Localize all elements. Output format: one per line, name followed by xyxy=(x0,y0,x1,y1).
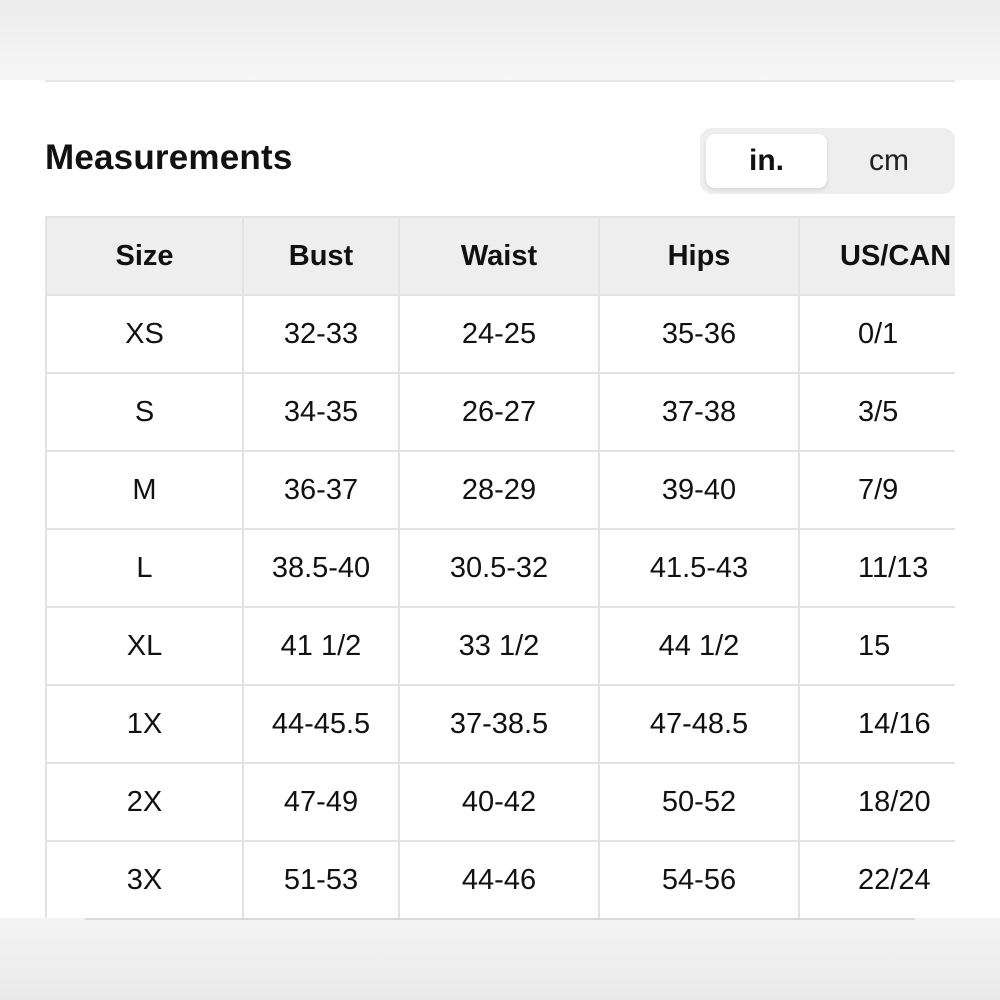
cell-us-can: 14/16 xyxy=(799,685,955,763)
cell-bust: 47-49 xyxy=(243,763,399,841)
table-header-row xyxy=(46,217,955,295)
table-row xyxy=(46,451,955,529)
table-row xyxy=(46,607,955,685)
cell-waist: 26-27 xyxy=(399,373,599,451)
size-table-scroll[interactable] xyxy=(45,216,955,918)
table-row xyxy=(46,763,955,841)
cell-waist: 33 1/2 xyxy=(399,607,599,685)
cell-us-can: 7/9 xyxy=(799,451,955,529)
cell-hips: 50-52 xyxy=(599,763,799,841)
cell-waist: 30.5-32 xyxy=(399,529,599,607)
cell-hips: 41.5-43 xyxy=(599,529,799,607)
cell-size: L xyxy=(46,529,243,607)
cell-hips: 39-40 xyxy=(599,451,799,529)
unit-option-inches[interactable]: in. xyxy=(706,134,827,188)
table-row xyxy=(46,373,955,451)
unit-toggle[interactable] xyxy=(700,128,955,194)
header-hips: Hips xyxy=(599,217,799,295)
cell-bust: 32-33 xyxy=(243,295,399,373)
cell-us-can: 18/20 xyxy=(799,763,955,841)
size-table xyxy=(45,216,955,918)
unit-option-cm[interactable]: cm xyxy=(869,144,909,177)
cell-size: XS xyxy=(46,295,243,373)
cell-us-can: 22/24 xyxy=(799,841,955,918)
cell-us-can: 0/1 xyxy=(799,295,955,373)
cell-hips: 44 1/2 xyxy=(599,607,799,685)
cell-bust: 38.5-40 xyxy=(243,529,399,607)
cell-hips: 54-56 xyxy=(599,841,799,918)
cell-hips: 35-36 xyxy=(599,295,799,373)
section-title: Measurements xyxy=(45,138,293,177)
cell-us-can: 11/13 xyxy=(799,529,955,607)
table-row xyxy=(46,685,955,763)
header-size: Size xyxy=(46,217,243,295)
header-bust: Bust xyxy=(243,217,399,295)
header-waist: Waist xyxy=(399,217,599,295)
background-top xyxy=(0,0,1000,80)
cell-waist: 40-42 xyxy=(399,763,599,841)
cell-size: 2X xyxy=(46,763,243,841)
cell-size: M xyxy=(46,451,243,529)
top-divider xyxy=(45,80,955,82)
cell-us-can: 3/5 xyxy=(799,373,955,451)
cell-bust: 51-53 xyxy=(243,841,399,918)
cell-size: XL xyxy=(46,607,243,685)
cell-bust: 41 1/2 xyxy=(243,607,399,685)
cell-bust: 36-37 xyxy=(243,451,399,529)
background-bottom xyxy=(0,918,1000,1000)
cell-size: 3X xyxy=(46,841,243,918)
cell-waist: 37-38.5 xyxy=(399,685,599,763)
table-row xyxy=(46,295,955,373)
cell-hips: 47-48.5 xyxy=(599,685,799,763)
cell-hips: 37-38 xyxy=(599,373,799,451)
header-us-can: US/CAN xyxy=(799,217,955,295)
cell-waist: 28-29 xyxy=(399,451,599,529)
measurements-card xyxy=(0,80,1000,918)
table-row xyxy=(46,529,955,607)
cell-bust: 44-45.5 xyxy=(243,685,399,763)
cell-us-can: 15 xyxy=(799,607,955,685)
cell-bust: 34-35 xyxy=(243,373,399,451)
table-row xyxy=(46,841,955,918)
cell-waist: 44-46 xyxy=(399,841,599,918)
cell-waist: 24-25 xyxy=(399,295,599,373)
cell-size: 1X xyxy=(46,685,243,763)
cell-size: S xyxy=(46,373,243,451)
